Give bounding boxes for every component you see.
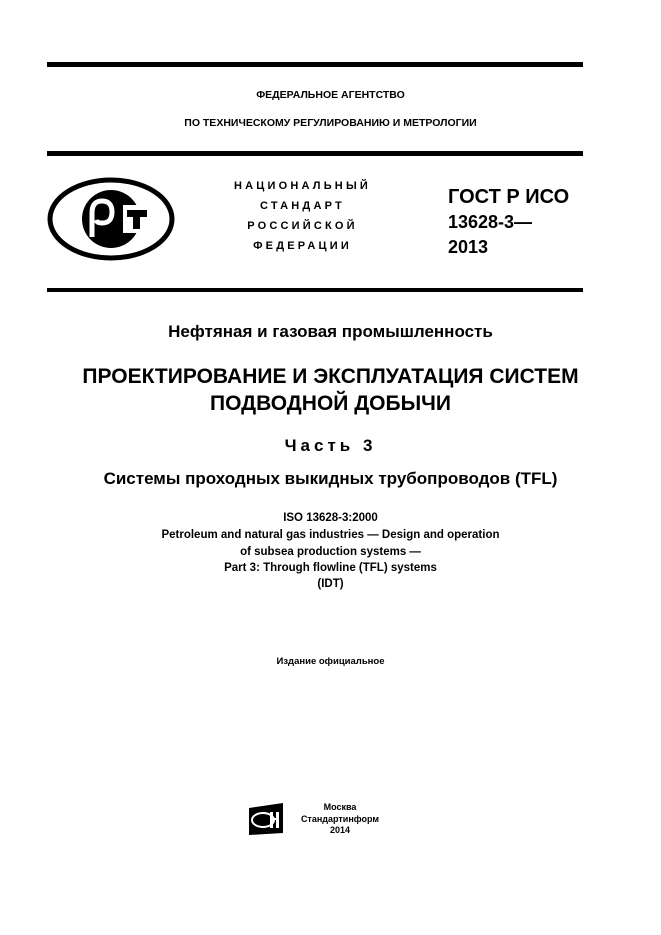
publisher-year: 2014: [329, 825, 351, 835]
industry-title: Нефтяная и газовая промышленность: [168, 322, 493, 341]
national-line-1: НАЦИОНАЛЬНЫЙ: [233, 180, 372, 192]
iso-title-line-3: Part 3: Through flowline (TFL) systems: [224, 562, 437, 574]
publisher-block: [295, 802, 385, 837]
iso-title-line-1: Petroleum and natural gas industries — Design and operation: [161, 529, 500, 541]
main-title-line-2: ПОДВОДНОЙ ДОБЫЧИ: [210, 392, 451, 415]
national-line-3: РОССИЙСКОЙ: [247, 220, 358, 232]
agency-line-1: ФЕДЕРАЛЬНОЕ АГЕНТСТВО: [256, 89, 405, 101]
iso-title-line-2: of subsea production systems —: [240, 546, 421, 558]
designation-line-3: 2013: [448, 237, 489, 257]
national-line-2: СТАНДАРТ: [260, 200, 345, 212]
designation-line-2: 13628-3—: [448, 212, 533, 232]
part-label: Часть 3: [284, 436, 377, 455]
block-rule: [47, 288, 583, 292]
national-standard-label: [200, 176, 405, 256]
publisher-city: Москва: [323, 802, 357, 812]
national-line-4: ФЕДЕРАЦИИ: [253, 240, 352, 252]
standartinform-logo-icon: [247, 803, 285, 840]
header-rule: [47, 151, 583, 156]
iso-title-line-4: (IDT): [317, 578, 344, 590]
edition-label: Издание официальное: [276, 656, 385, 667]
main-title-line-1: ПРОЕКТИРОВАНИЕ И ЭКСПЛУАТАЦИЯ СИСТЕМ: [82, 365, 579, 388]
iso-code: ISO 13628-3:2000: [283, 512, 378, 524]
standard-designation: [448, 185, 569, 260]
designation-line-1: ГОСТ Р ИСО: [448, 186, 570, 208]
gost-r-logo-icon: [47, 177, 175, 266]
top-rule: [47, 62, 583, 67]
agency-line-2: ПО ТЕХНИЧЕСКОМУ РЕГУЛИРОВАНИЮ И МЕТРОЛОГИИ: [184, 117, 477, 129]
publisher-name: Стандартинформ: [300, 813, 380, 824]
subtitle: Системы проходных выкидных трубопроводов (TFL): [103, 469, 558, 488]
